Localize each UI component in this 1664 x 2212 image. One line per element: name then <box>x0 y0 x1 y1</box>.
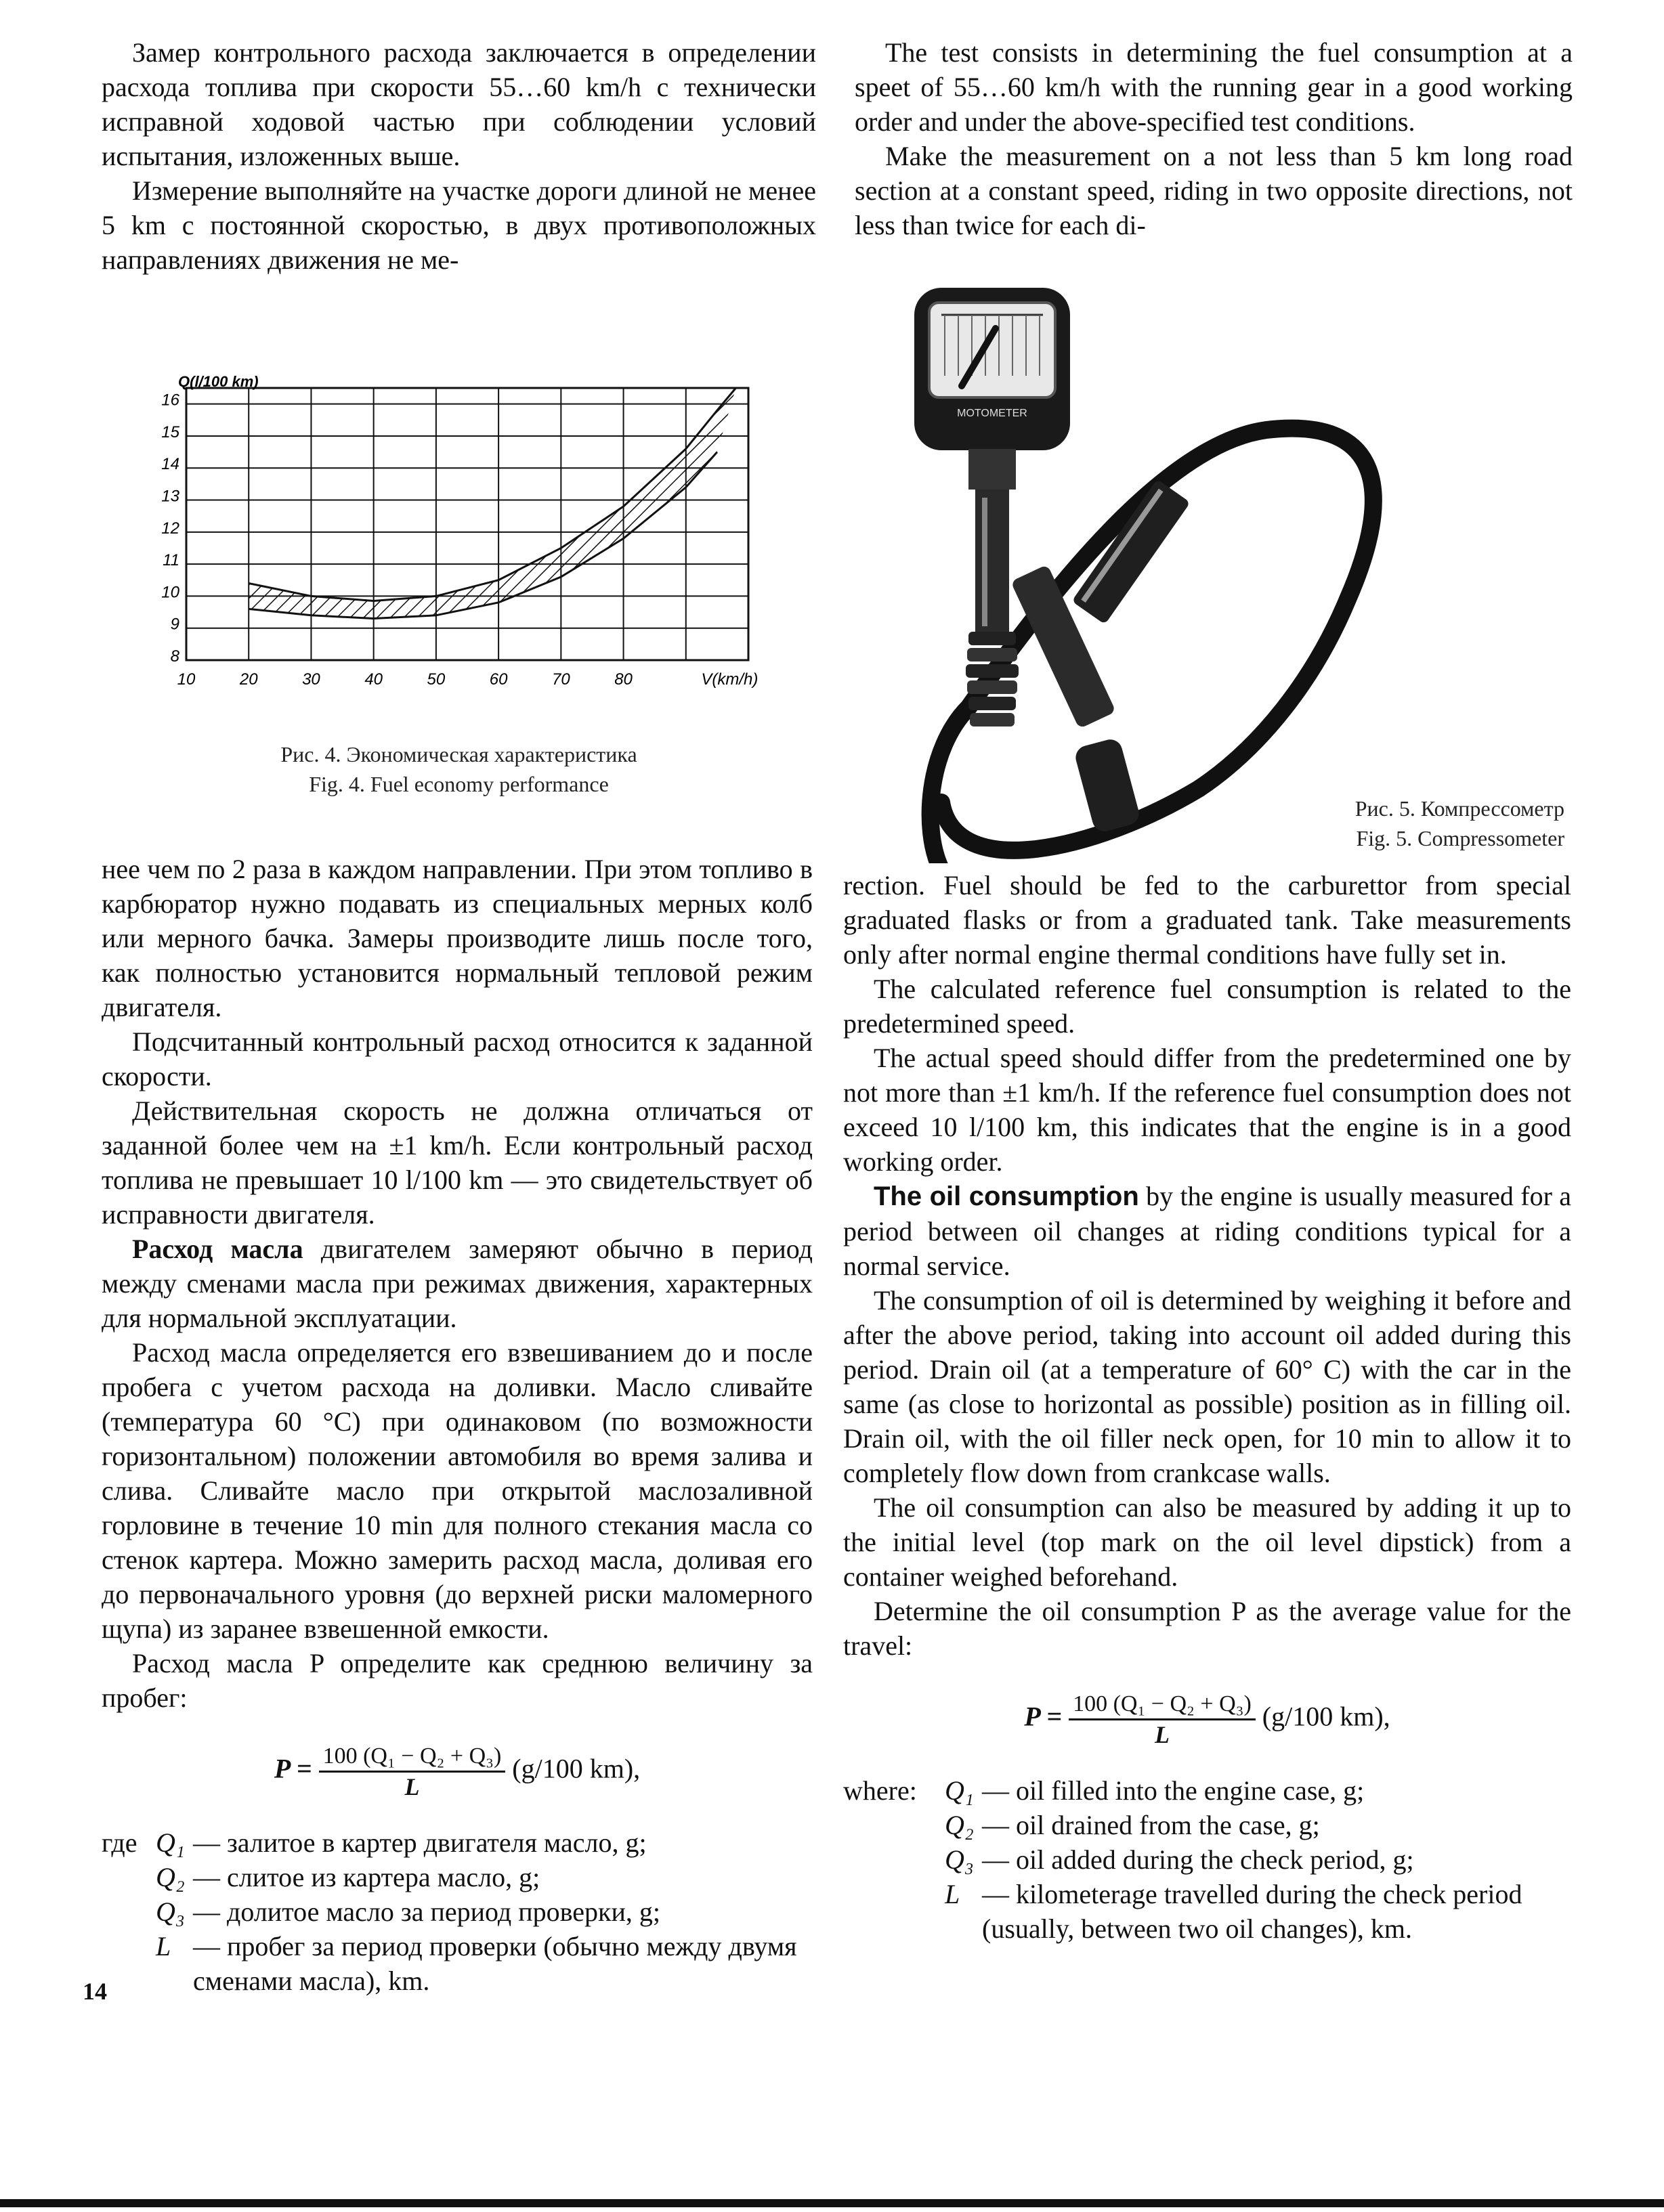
en-oil-average-paragraph: Determine the oil consumption P as the average value for the travel: <box>843 1596 1571 1661</box>
ru-oil-weighing-paragraph: Расход масла определяется его взвешиванием до и после пробега с учетом расхода на доливки. Масло сливайте (температура 60 °C) при одинаковом (по возможности горизонтальном) положении автомобиля во время залива и слива. Сливайте масло при открытой маслозаливной горловине в течение 10 min для полного стекания масла со стенок картера. Можно замерить расход масла, доливая его до первоначального уровня (до верхней риски маломерного щупа) из заранее взвешенной емкости. <box>102 1337 813 1644</box>
fuel-economy-chart <box>149 376 765 701</box>
ru-oil-consumption-paragraph: Расход масла двигателем замеряют обычно в период между сменами масла при режимах движения, характерных для нормальной эксплуатации. <box>102 1234 813 1333</box>
ru-paragraph-reference-speed: Подсчитанный контрольный расход относится к заданной скорости. <box>102 1026 813 1091</box>
chart-y-tick-label: 15 <box>161 422 179 441</box>
chart-y-tick-label: 16 <box>161 391 179 410</box>
chart-y-tick-label: 14 <box>161 455 179 474</box>
figure-5-caption-en: Fig. 5. Compressometer <box>1356 826 1564 850</box>
chart-x-tick-label: 20 <box>239 670 258 689</box>
chart-consumption-band <box>249 388 735 619</box>
en-where-item: where: Q₁ — oil filled into the engine case, g; <box>843 1775 1365 1806</box>
figure-5-caption <box>1219 794 1564 853</box>
chart-x-tick-label: 60 <box>489 670 508 689</box>
chart-y-tick-label: 11 <box>163 551 179 570</box>
ru-where-item: Q₂ — слитое из картера масло, g; <box>156 1862 540 1892</box>
ru-where-item: где Q₁ — залитое в картер двигателя масло, g; <box>102 1827 647 1858</box>
chart-x-tick-label: 80 <box>614 670 633 689</box>
rubber-tip <box>1073 737 1141 834</box>
chart-x-tick-label: V(km/h) <box>701 670 759 689</box>
ru-paragraph-actual-speed: Действительная скорость не должна отличаться от заданной более чем на ±1 km/h. Если контрольный расход топлива не превышает 10 l/100 km — это свидетельствует об исправности двигателя. <box>102 1096 813 1230</box>
en-intro-paragraph-2: Make the measurement on a not less than 5 km long road section at a constant speed, riding in two opposite directions, not less than twice for each di- <box>855 141 1573 240</box>
gauge-face <box>929 303 1055 397</box>
figure-4-caption-ru: Рис. 4. Экономическая характеристика <box>280 742 637 766</box>
chart-y-tick-label: 12 <box>161 519 179 538</box>
chart-x-tick-label: 70 <box>551 670 570 689</box>
ru-intro-paragraph-2: Измерение выполняйте на участке дороги длиной не менее 5 km с постоянной скоростью, в двух противоположных направлениях движения не ме- <box>102 175 816 275</box>
chart-x-tick-label: 40 <box>364 670 383 689</box>
en-oil-topup-paragraph: The oil consumption can also be measured by adding it up to the initial level (top mark on the oil level dipstick) from a container weighed beforehand. <box>843 1492 1571 1592</box>
ru-oil-average-paragraph: Расход масла P определите как среднюю величину за пробег: <box>102 1648 813 1713</box>
en-where-item: Q₃ — oil added during the check period, g; <box>945 1844 1414 1875</box>
ru-intro-paragraph-1: Замер контрольного расхода заключается в определении расхода топлива при скорости 55…60 km/h с технически исправной ходовой частью при соблюдении условий испытания, изложенных выше. <box>102 37 816 171</box>
en-oil-weighing-paragraph: The consumption of oil is determined by weighing it before and after the above period, taking into account oil added during this period. Drain oil (at a temperature of 60° C) with the car in the same (as close to horizontal as possible) position as in filling oil. Drain oil, with the oil filler neck open, for 10 min to allow it to completely flow down from crankcase walls. <box>843 1285 1571 1488</box>
english-main-column <box>843 868 1571 1946</box>
figure-5-caption-ru: Рис. 5. Компрессометр <box>1354 796 1564 821</box>
figure-4-caption-en: Fig. 4. Fuel economy performance <box>309 772 609 796</box>
figure-4-caption <box>102 739 816 799</box>
chart-y-axis-label: Q(l/100 km) <box>178 376 259 390</box>
chart-y-tick-label: 10 <box>161 583 179 602</box>
ru-oil-formula: P = $\frac{\text{100 (Q₁ − Q₂ + Q₃)}}{L}$ (g/100 km), <box>274 1743 641 1800</box>
en-continuation-paragraph: rection. Fuel should be fed to the carburettor from special graduated flasks or from a graduated tank. Take measurements only after normal engine thermal conditions have fully set in. <box>843 870 1571 970</box>
page-number: 14 <box>83 1978 107 2005</box>
en-paragraph-actual-speed: The actual speed should differ from the predetermined one by not more than ±1 km/h. If the reference fuel consumption does not exceed 10 l/100 km, this indicates that the engine is in a good working order. <box>843 1043 1571 1177</box>
gauge-neck <box>968 449 1016 490</box>
compressometer-illustration <box>880 274 1571 863</box>
chart-y-tick-label: 8 <box>170 647 179 666</box>
chart-x-tick-label: 50 <box>427 670 446 689</box>
ru-where-item: L — пробег за период проверки (обычно между двумя сменами масла), km. <box>156 1931 797 1996</box>
en-oil-heading: The oil consumption <box>874 1181 1139 1211</box>
bottom-edge-rule <box>0 2199 1664 2207</box>
gauge-brand-label: MOTOMETER <box>957 408 1027 419</box>
chart-y-tick-label: 13 <box>161 487 179 506</box>
en-intro-paragraph-1: The test consists in determining the fuel consumption at a speet of 55…60 km/h with the running gear in a good working order and under the above-specified test conditions. <box>855 37 1573 137</box>
chart-x-tick-label: 30 <box>302 670 320 689</box>
en-oil-formula: P = $\frac{\text{100 (Q₁ − Q₂ + Q₃)}}{L}$ (g/100 km), <box>1024 1691 1390 1748</box>
ru-oil-heading: Расход масла <box>132 1234 303 1264</box>
english-intro-column <box>855 35 1573 242</box>
en-where-item: L — kilometerage travelled during the check period (usually, between two oil changes), km. <box>945 1879 1522 1944</box>
russian-intro-column <box>102 35 816 277</box>
ru-where-item: Q₃ — долитое масло за период проверки, g; <box>156 1896 660 1927</box>
en-paragraph-reference-speed: The calculated reference fuel consumption is related to the predetermined speed. <box>843 974 1571 1039</box>
gauge-stem <box>975 490 1009 632</box>
chart-frame <box>186 388 748 660</box>
russian-main-column <box>102 852 813 1998</box>
ru-continuation-paragraph: нее чем по 2 раза в каждом направлении. При этом топливо в карбюратор нужно подавать из специальных мерных колб или мерного бачка. Замеры производите лишь после того, как полностью установится нормальный тепловой режим двигателя. <box>102 854 813 1022</box>
en-where-item: Q₂ — oil drained from the case, g; <box>945 1810 1320 1840</box>
en-where-list <box>843 1773 1571 1946</box>
ru-where-list <box>102 1825 813 1998</box>
chart-y-tick-label: 9 <box>170 615 179 634</box>
chart-x-tick-label: 10 <box>177 670 196 689</box>
en-oil-consumption-paragraph: The oil consumption by the engine is usually measured for a period between oil changes at riding conditions typical for a normal service. <box>843 1181 1572 1281</box>
